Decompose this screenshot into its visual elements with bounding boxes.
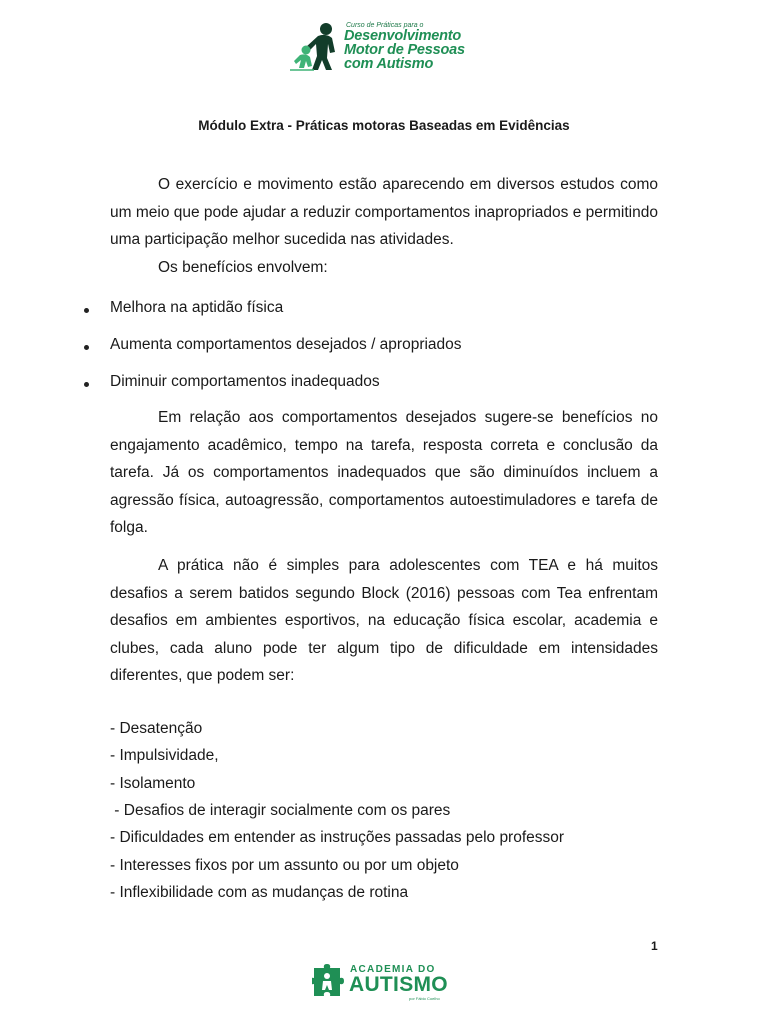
course-logo — [290, 20, 520, 76]
academy-logo-line-2: AUTISMO — [349, 973, 448, 996]
academy-logo-line-1: ACADEMIA DO — [350, 964, 436, 975]
list-item: - Interesses fixos por um assunto ou por um objeto — [110, 857, 459, 874]
puzzle-piece-icon — [312, 964, 344, 998]
page-number: 1 — [651, 939, 658, 953]
list-item: - Impulsividade, — [110, 747, 219, 764]
list-item: - Inflexibilidade com as mudanças de rotina — [110, 884, 409, 901]
paragraph-benefits-intro: Os benefícios envolvem: — [158, 259, 328, 276]
document-title: Módulo Extra - Práticas motoras Baseadas em Evidências — [198, 118, 570, 133]
paragraph-challenges: A prática não é simples para adolescentes com TEA e há muitos desafios a serem batidos segundo Block (2016) pessoas com Tea enfrentam desafios em ambientes esportivos, na educação física escolar, academia e clubes, cada aluno pode ter algum tipo de dificuldade em intensidades diferentes, que podem ser: — [110, 557, 658, 684]
list-item: - Dificuldades em entender as instruções passadas pelo professor — [110, 829, 565, 846]
logo-title-line-2: Motor de Pessoas — [344, 42, 465, 58]
bullet-icon — [84, 308, 89, 313]
bullet-icon — [84, 382, 89, 387]
logo-title-line-3: com Autismo — [344, 56, 434, 72]
academy-logo — [312, 962, 462, 1006]
list-item: - Desafios de interagir socialmente com os pares — [110, 802, 451, 819]
list-item: - Desatenção — [110, 720, 203, 737]
bullet-icon — [84, 345, 89, 350]
children-playing-icon — [290, 20, 346, 72]
list-item: - Isolamento — [110, 775, 196, 792]
paragraph-behaviors: Em relação aos comportamentos desejados sugere-se benefícios no engajamento acadêmico, tempo na tarefa, resposta correta e conclusão da tarefa. Já os comportamentos inadequados que são diminuídos incluem a agressão física, autoagressão, comportamentos autoestimuladores e tarefa de folga. — [110, 409, 658, 536]
academy-logo-tagline: por Fábio Coelho — [409, 996, 440, 1001]
logo-subtitle: Curso de Práticas para o — [346, 22, 424, 29]
logo-title-line-1: Desenvolvimento — [344, 28, 462, 44]
paragraph-intro: O exercício e movimento estão aparecendo em diversos estudos como um meio que pode ajudar a reduzir comportamentos inapropriados e permitindo uma participação melhor sucedida nas atividades. — [110, 176, 658, 248]
